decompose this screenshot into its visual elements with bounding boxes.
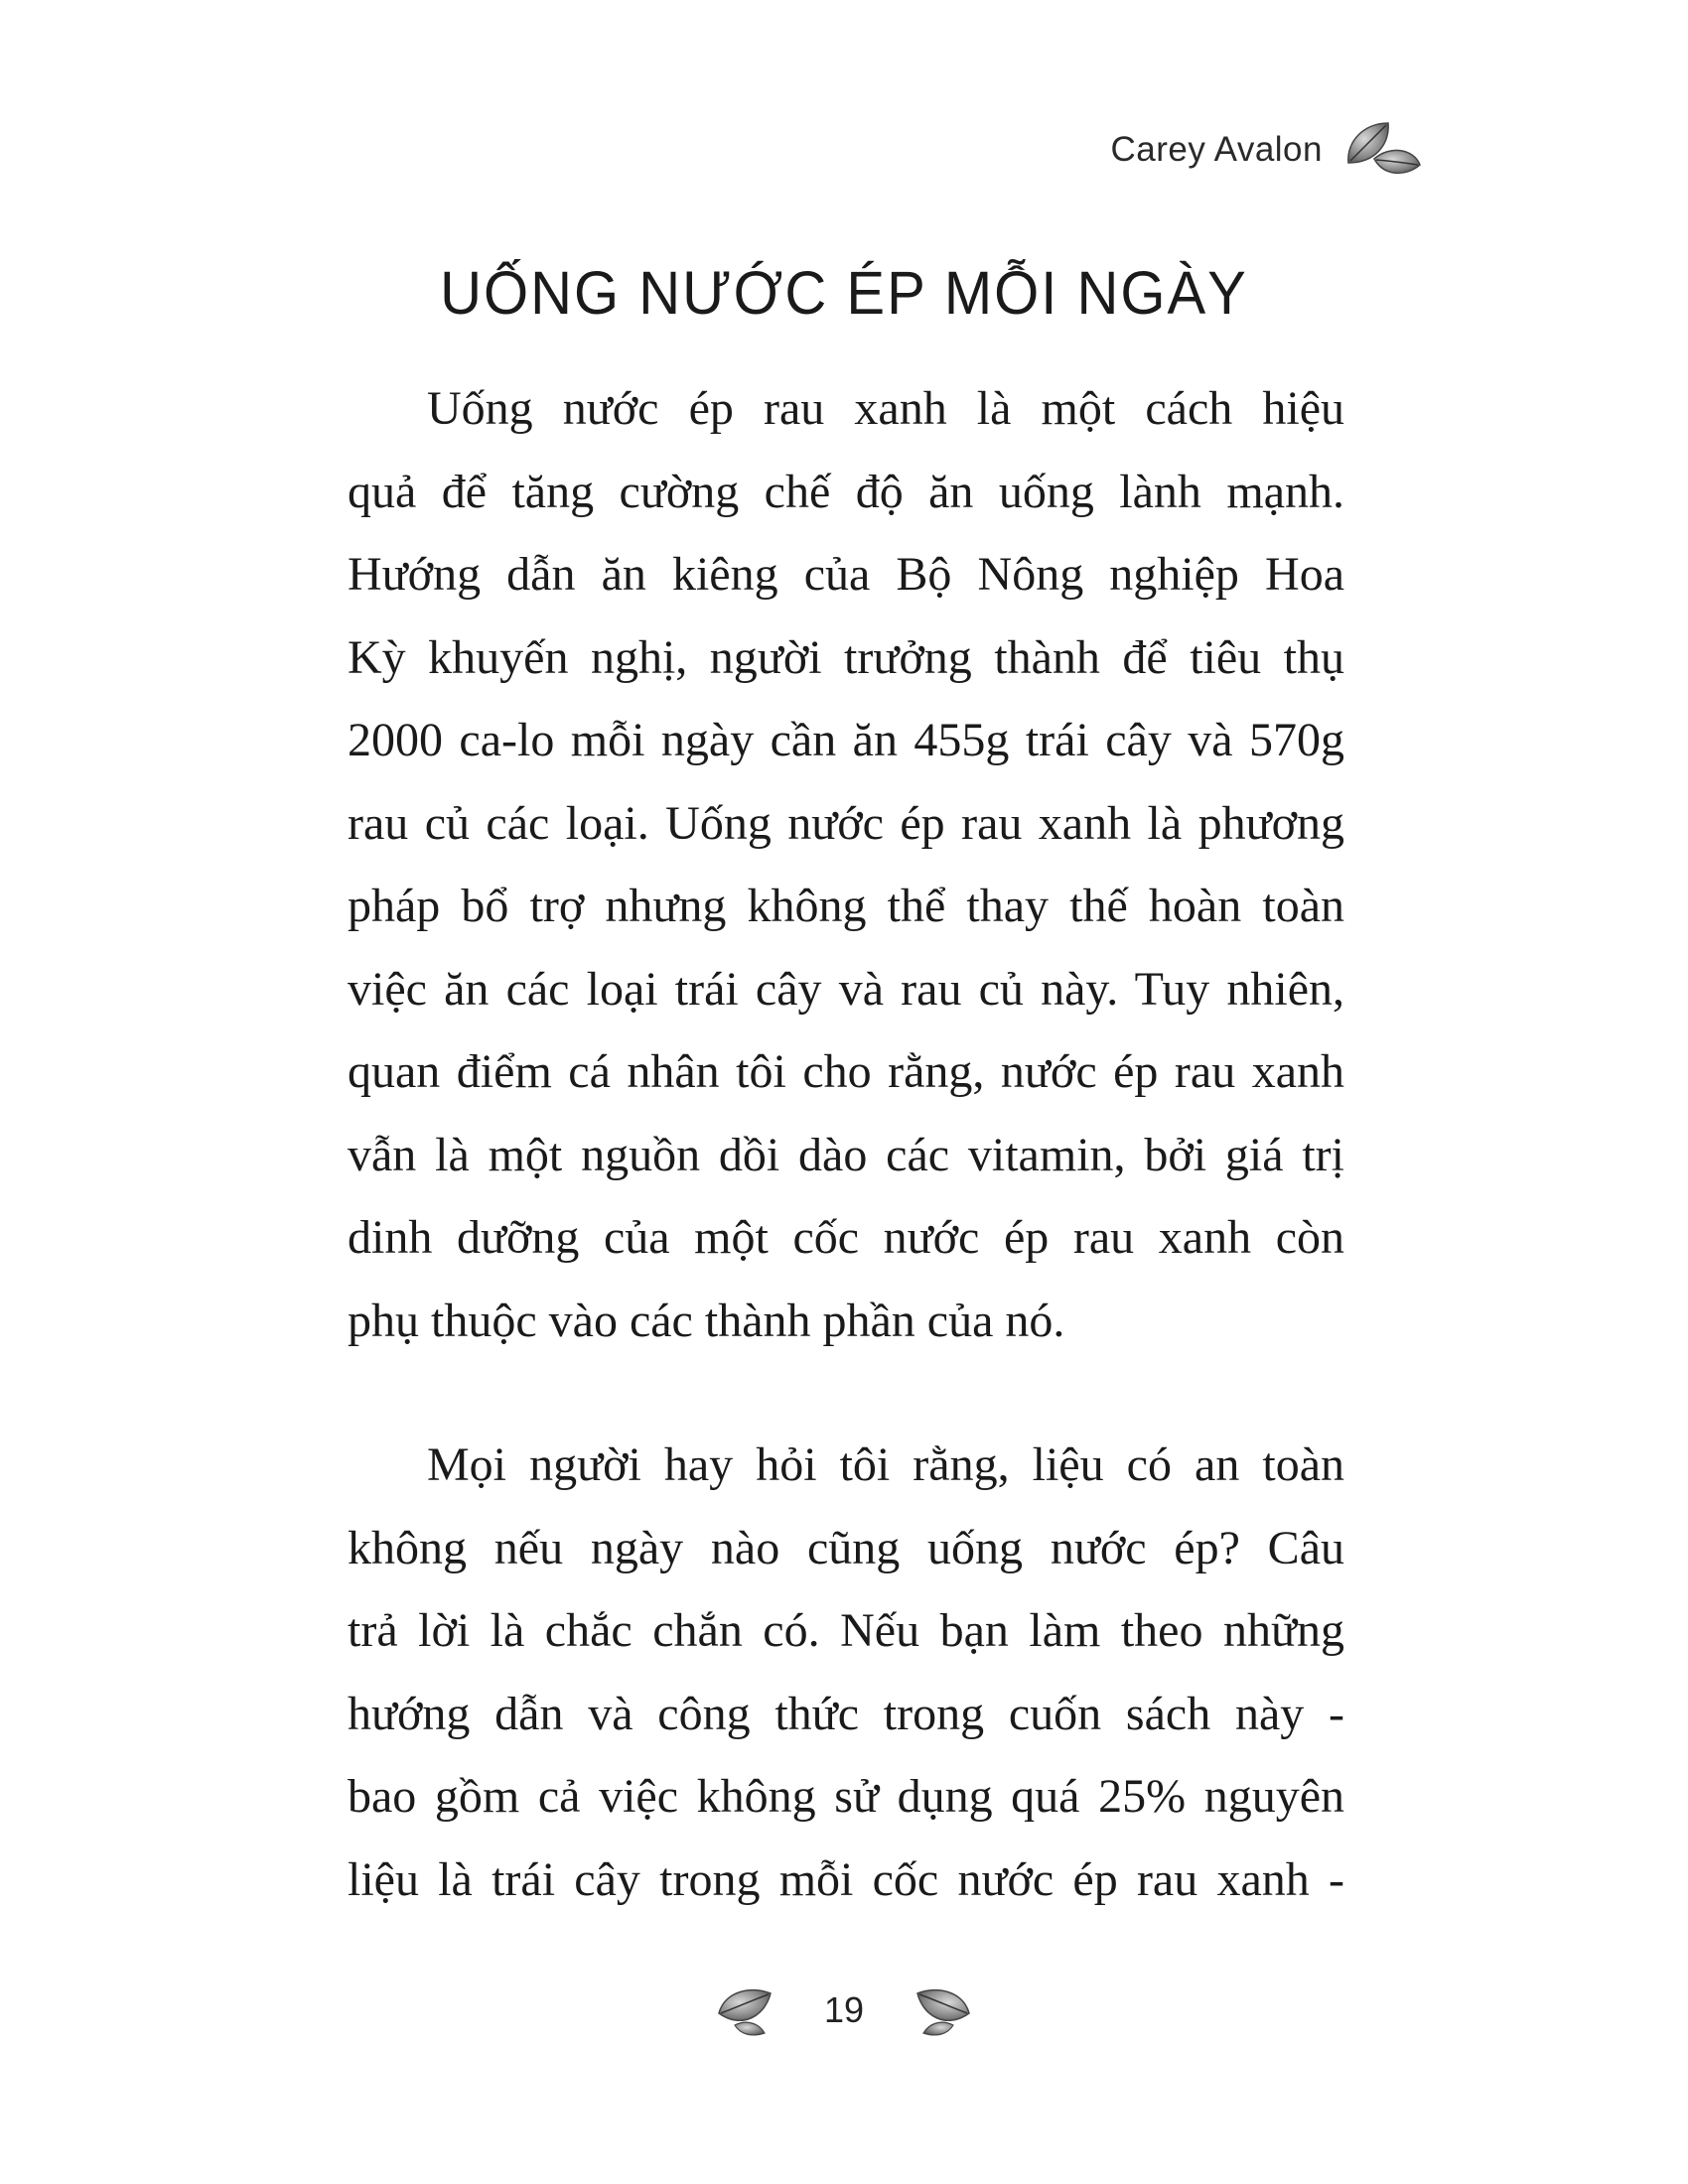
- text-line: bao gồm cả việc không sử dụng quá 25% nguyên: [348, 1770, 1344, 1823]
- text-line: Uống nước ép rau xanh là một cách hiệu: [427, 382, 1344, 435]
- paragraph-gap: [348, 1362, 1344, 1424]
- text-line: Hướng dẫn ăn kiêng của Bộ Nông nghiệp Hoa: [348, 548, 1344, 601]
- text-line: Kỳ khuyến nghị, người trưởng thành để tiêu thụ: [348, 630, 1344, 684]
- text-line: phụ thuộc vào các thành phần của nó.: [348, 1294, 1065, 1347]
- page-number: 19: [823, 1989, 865, 2030]
- text-line: Mọi người hay hỏi tôi rằng, liệu có an toàn: [427, 1438, 1344, 1491]
- text-line: rau củ các loại. Uống nước ép rau xanh là phương: [348, 796, 1344, 850]
- leaf-icon: [715, 1983, 774, 2037]
- text-line: hướng dẫn và công thức trong cuốn sách này -: [348, 1687, 1344, 1740]
- text-line: vẫn là một nguồn dồi dào các vitamin, bởi giá trị: [348, 1128, 1344, 1181]
- leaf-icon: [914, 1983, 973, 2037]
- text-line: dinh dưỡng của một cốc nước ép rau xanh còn: [348, 1211, 1344, 1264]
- text-line: việc ăn các loại trái cây và rau củ này. Tuy nhiên,: [348, 962, 1344, 1016]
- text-line: không nếu ngày nào cũng uống nước ép? Câu: [348, 1521, 1344, 1574]
- paragraph-2: [348, 1424, 1344, 1921]
- author-name: Carey Avalon: [1110, 130, 1323, 169]
- leaf-icon: [1344, 119, 1422, 181]
- chapter-title: UỐNG NƯỚC ÉP MỖI NGÀY: [440, 259, 1248, 328]
- text-line: quan điểm cá nhân tôi cho rằng, nước ép rau xanh: [348, 1045, 1344, 1098]
- running-header: [1110, 119, 1422, 181]
- page-footer: [0, 1983, 1688, 2037]
- text-line: 2000 ca-lo mỗi ngày cần ăn 455g trái cây và 570g: [348, 714, 1344, 766]
- text-line: pháp bổ trợ nhưng không thể thay thế hoàn toàn: [348, 880, 1344, 932]
- text-line: trả lời là chắc chắn có. Nếu bạn làm theo những: [348, 1604, 1344, 1657]
- text-line: liệu là trái cây trong mỗi cốc nước ép rau xanh -: [348, 1852, 1344, 1906]
- body-text: [348, 367, 1344, 1921]
- text-line: quả để tăng cường chế độ ăn uống lành mạnh.: [348, 465, 1344, 518]
- paragraph-1: [348, 367, 1344, 1362]
